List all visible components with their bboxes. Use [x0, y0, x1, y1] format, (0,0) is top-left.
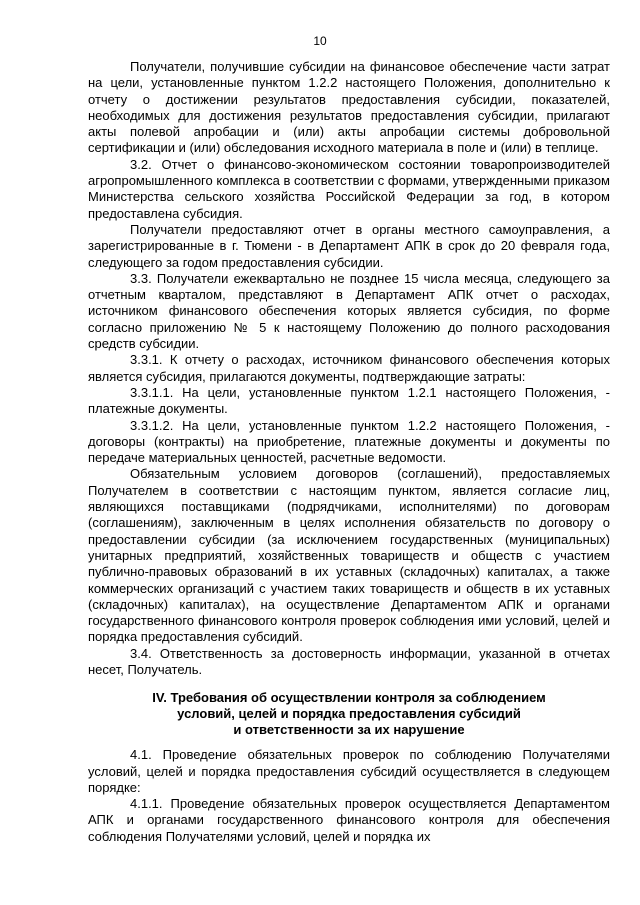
paragraph: 3.2. Отчет о финансово-экономическом состоянии товаропроизводителей агропромышленного комплекса в соответствии с формами, утвержденными приказом Министерства сельского хозяйства Российской Федерации за год, в котором предоставлена субсидия.: [88, 156, 610, 221]
section-heading-line: IV. Требования об осуществлении контроля за соблюдением: [152, 690, 546, 706]
page-number: 10: [313, 34, 327, 48]
paragraph: Получатели, получившие субсидии на финансовое обеспечение части затрат на цели, установленные пунктом 1.2.2 настоящего Положения, дополнительно к отчету о достижении результатов предоставления субсидии, показателей, необходимых для достижения результатов предоставления субсидии, прилагают акты полевой апробации и (или) акты апробации системы добровольной сертификации и (или) обследования исходного материала в поле и (или) в теплице.: [88, 59, 610, 156]
paragraph: 4.1. Проведение обязательных проверок по соблюдению Получателями условий, целей и порядка предоставления субсидий осуществляется в следующем порядке:: [88, 747, 610, 795]
paragraph: 3.3. Получатели ежеквартально не позднее 15 числа месяца, следующего за отчетным кварталом, представляют в Департамент АПК отчет о расходах, источником финансового обеспечения которых является субсидия, по форме согласно приложению № 5 к настоящему Положению до полного расходования средств субсидии.: [88, 270, 610, 352]
section-heading: [88, 690, 610, 738]
section-heading-line: и ответственности за их нарушение: [233, 722, 465, 738]
document-body: [88, 59, 610, 845]
paragraph: 3.3.1. К отчету о расходах, источником финансового обеспечения которых является субсидия, прилагаются документы, подтверждающие затраты:: [88, 352, 610, 384]
paragraph: 4.1.1. Проведение обязательных проверок осуществляется Департаментом АПК и органами государственного финансового контроля для обеспечения соблюдения Получателями условий, целей и порядка их: [88, 796, 610, 844]
paragraph: Обязательным условием договоров (соглашений), предоставляемых Получателем в соответствии с настоящим пунктом, является согласие лиц, являющихся поставщиками (подрядчиками, исполнителями) по договорам (соглашениям), заключенным в целях исполнения обязательств по договору о предоставлении субсидии (за исключением государственных (муниципальных) унитарных предприятий, хозяйственных товариществ и обществ с участием публично-правовых образований в их уставных (складочных) капиталах, а также коммерческих организаций с участием таких товариществ и обществ в их уставных (складочных) капиталах), на осуществление Департаментом АПК и органами государственного финансового контроля проверок соблюдения ими условий, целей и порядка предоставления субсидий.: [88, 466, 610, 645]
paragraph: 3.4. Ответственность за достоверность информации, указанной в отчетах несет, Получатель.: [88, 645, 610, 677]
section-heading-line: условий, целей и порядка предоставления субсидий: [177, 706, 521, 722]
paragraph: 3.3.1.2. На цели, установленные пунктом 1.2.2 настоящего Положения, - договоры (контракты) на приобретение, платежные документы и документы по передаче материальных ценностей, расчетные ведомости.: [88, 417, 610, 466]
paragraph: 3.3.1.1. На цели, установленные пунктом 1.2.1 настоящего Положения, - платежные документы.: [88, 384, 610, 417]
paragraph: Получатели предоставляют отчет в органы местного самоуправления, а зарегистрированные в г. Тюмени - в Департамент АПК в срок до 20 февраля года, следующего за годом предоставления субсидии.: [88, 221, 610, 270]
